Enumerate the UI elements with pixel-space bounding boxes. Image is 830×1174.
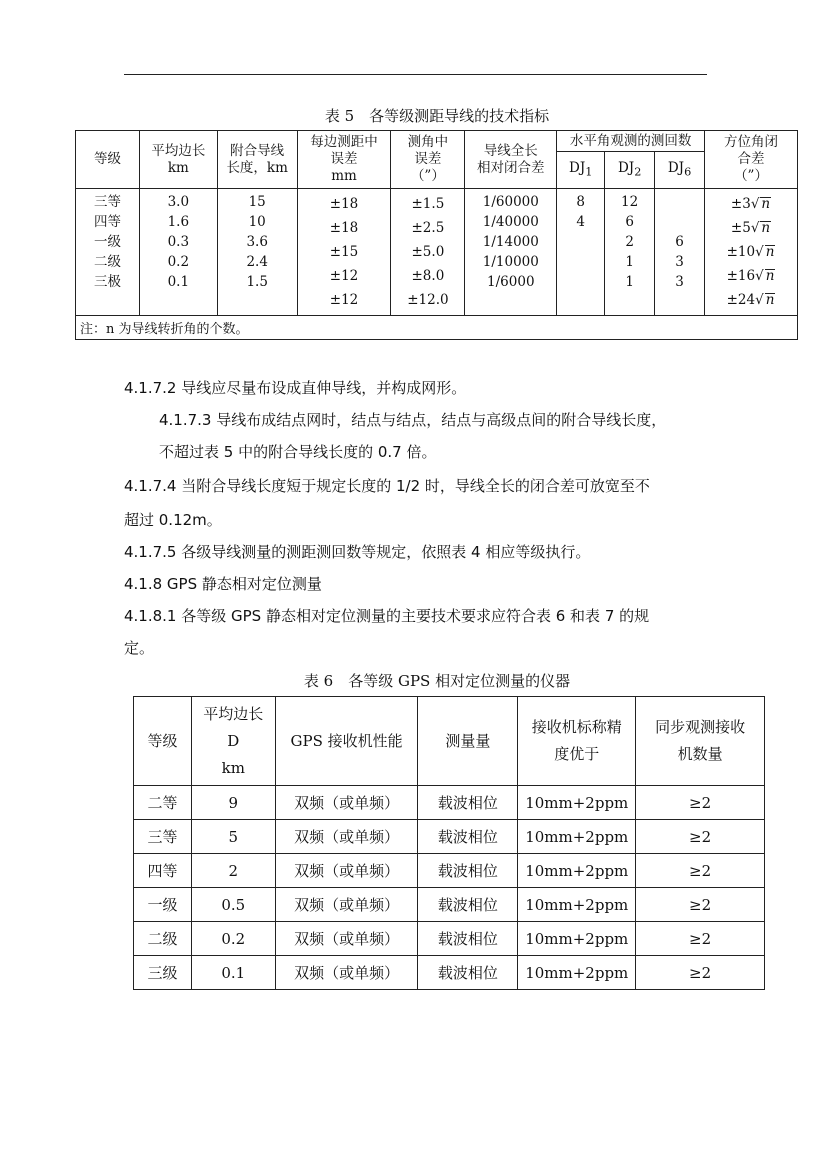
- para-4-1-7-4: 4.1.7.4 当附合导线长度短于规定长度的 1/2 时，导线全长的闭合差可放宽至不: [124, 477, 650, 495]
- t5-h-de-1: 每边测距中: [310, 134, 378, 150]
- t6-cell-side: 0.1: [191, 956, 275, 990]
- cell: 15: [248, 194, 266, 210]
- t5-col-avg-side: [139, 189, 217, 316]
- t6-cell-accuracy: 10mm+2ppm: [518, 922, 636, 956]
- sqrt-var: n: [765, 268, 775, 284]
- t5-header-grade: [76, 131, 140, 189]
- t6-cell-grade: 一级: [134, 888, 192, 922]
- t6-cell-sync: ≥2: [636, 956, 765, 990]
- cell: 一级: [93, 234, 121, 250]
- t5-h-att-2: 长度，km: [226, 159, 288, 176]
- t5-h-cl-1: 导线全长: [483, 142, 538, 159]
- cell: 四等: [93, 214, 121, 230]
- t6-cell-quantity: 载波相位: [418, 786, 518, 820]
- table5-caption: 表 5 各等级测距导线的技术指标: [324, 107, 550, 125]
- t5-header-dj1: [557, 152, 605, 189]
- t5-header-rounds: [557, 131, 705, 152]
- t6-cell-grade: 二级: [134, 922, 192, 956]
- cell: 3: [675, 274, 684, 290]
- t5-h-ae-1: 测角中: [407, 134, 449, 150]
- cell: ±12.0: [407, 292, 449, 308]
- t6-cell-side: 5: [191, 820, 275, 854]
- t6-h-grade-text: 等级: [147, 731, 178, 750]
- t5-col-attached: [217, 189, 297, 316]
- cell: 10: [248, 214, 266, 230]
- t5-header-avg-side: [139, 131, 217, 189]
- cell: 0.3: [167, 234, 190, 250]
- t6-header-sync: [636, 697, 765, 786]
- t6-cell-side: 9: [191, 786, 275, 820]
- cell: 1.5: [246, 274, 268, 290]
- t6-h-sync-2: 机数量: [677, 745, 723, 763]
- cell: 1: [625, 274, 634, 290]
- t6-cell-accuracy: 10mm+2ppm: [518, 854, 636, 888]
- t5-h-rounds-text: 水平角观测的测回数: [569, 132, 692, 149]
- t6-h-receiver-text: GPS 接收机性能: [290, 731, 403, 750]
- t5-h-dj2-sub: 2: [634, 165, 642, 179]
- t6-header-receiver: [275, 697, 418, 786]
- heading-4-1-8: 4.1.8 GPS 静态相对定位测量: [124, 575, 322, 593]
- coef: ±5: [730, 220, 751, 236]
- table-row: [134, 922, 765, 956]
- sqrt-sign: √: [750, 196, 760, 212]
- cell: 1/14000: [482, 234, 539, 250]
- t5-col-dist-err: [297, 189, 391, 316]
- t6-cell-receiver: 双频（或单频）: [275, 922, 418, 956]
- coef: ±3: [730, 196, 751, 212]
- t6-cell-grade: 三级: [134, 956, 192, 990]
- azimuth-cell: [705, 192, 797, 216]
- cell: 1.6: [167, 214, 190, 230]
- cell: 4: [576, 214, 586, 230]
- table-row: [134, 854, 765, 888]
- table5: [75, 130, 798, 340]
- cell: 2: [625, 234, 634, 250]
- sqrt-sign: √: [755, 268, 764, 284]
- sqrt-var: n: [765, 244, 775, 260]
- t5-h-de-3: mm: [331, 168, 357, 184]
- para-4-1-7-5: 4.1.7.5 各级导线测量的测距测回数等规定，依照表 4 相应等级执行。: [124, 543, 591, 561]
- cell: ±1.5: [411, 196, 445, 212]
- t6-cell-receiver: 双频（或单频）: [275, 820, 418, 854]
- t5-header-dist-err: [297, 131, 391, 189]
- cell: 12: [621, 194, 639, 210]
- t6-h-avg-2: D: [227, 731, 240, 750]
- t5-header-azimuth: [705, 131, 798, 189]
- t5-header-closure: [465, 131, 557, 189]
- t5-col-grade: [76, 189, 140, 316]
- t6-header-grade: [134, 697, 192, 786]
- azimuth-cell: [705, 240, 797, 264]
- cell: 1/6000: [487, 274, 535, 290]
- t6-cell-receiver: 双频（或单频）: [275, 888, 418, 922]
- t5-col-closure: [465, 189, 557, 316]
- table-row: [134, 888, 765, 922]
- t6-header-avg-side: [191, 697, 275, 786]
- t5-h-dj2-base: DJ: [617, 159, 635, 176]
- table6: [133, 696, 765, 990]
- cell: ±15: [329, 244, 359, 260]
- cell: 8: [576, 194, 586, 210]
- para-4-1-8-1: 4.1.8.1 各等级 GPS 静态相对定位测量的主要技术要求应符合表 6 和表 7 的规: [124, 607, 650, 625]
- cell: ±18: [329, 196, 359, 212]
- t6-cell-accuracy: 10mm+2ppm: [518, 820, 636, 854]
- cell: ±8.0: [411, 268, 445, 284]
- t5-header-dj2: [605, 152, 655, 189]
- t5-h-dj1-base: DJ: [569, 159, 586, 176]
- cell: 0.2: [167, 254, 190, 270]
- t5-h-att-1: 附合导线: [230, 142, 285, 159]
- t6-header-accuracy: [518, 697, 636, 786]
- sqrt-sign: √: [755, 292, 764, 308]
- para-4-1-7-3: 4.1.7.3 导线布成结点网时，结点与结点，结点与高级点间的附合导线长度，: [159, 411, 667, 429]
- t6-cell-sync: ≥2: [636, 854, 765, 888]
- t5-h-dj6-sub: 6: [684, 165, 692, 179]
- table-row: [134, 956, 765, 990]
- t6-cell-grade: 三等: [134, 820, 192, 854]
- cell: ±5.0: [411, 244, 445, 260]
- t6-h-sync-1: 同步观测接收: [655, 718, 746, 736]
- t5-h-cl-2: 相对闭合差: [477, 159, 545, 176]
- para-4-1-8-1-cont: 定。: [124, 639, 155, 657]
- t6-cell-sync: ≥2: [636, 922, 765, 956]
- t5-col-dj1: [557, 189, 605, 316]
- coef: ±24: [726, 292, 756, 308]
- t6-cell-side: 2: [191, 854, 275, 888]
- t6-cell-sync: ≥2: [636, 786, 765, 820]
- t5-col-ang-err: [391, 189, 465, 316]
- sqrt-sign: √: [750, 220, 760, 236]
- t5-col-azimuth: [705, 189, 798, 316]
- t5-header-ang-err: [391, 131, 465, 189]
- t6-cell-grade: 四等: [134, 854, 192, 888]
- azimuth-cell: [705, 264, 797, 288]
- t6-h-acc-1: 接收机标称精: [531, 718, 622, 736]
- cell: 0.1: [167, 274, 190, 290]
- t5-h-dj1-sub: 1: [585, 165, 593, 179]
- sqrt-var: n: [765, 292, 775, 308]
- t5-note: 注：n 为导线转折角的个数。: [76, 316, 798, 340]
- t6-h-avg-1: 平均边长: [203, 704, 264, 723]
- t5-h-az-1: 方位角闭: [724, 134, 779, 150]
- t6-h-avg-3: km: [221, 758, 245, 777]
- cell: 三等: [93, 194, 121, 210]
- cell: 2.4: [246, 254, 268, 270]
- header-rule: [124, 74, 707, 75]
- sqrt-var: n: [761, 196, 771, 212]
- table6-caption: 表 6 各等级 GPS 相对定位测量的仪器: [303, 672, 571, 690]
- cell: 1/60000: [482, 194, 539, 210]
- t6-cell-accuracy: 10mm+2ppm: [518, 956, 636, 990]
- t5-h-az-2: 合差: [737, 151, 765, 167]
- t6-h-acc-2: 度优于: [554, 745, 600, 763]
- t6-cell-receiver: 双频（或单频）: [275, 786, 418, 820]
- t6-cell-quantity: 载波相位: [418, 922, 518, 956]
- cell: 1/10000: [482, 254, 539, 270]
- t5-header-grade-text: 等级: [93, 151, 121, 167]
- table-row: [134, 820, 765, 854]
- t5-h-ae-2: 误差: [414, 151, 442, 167]
- t6-cell-quantity: 载波相位: [418, 956, 518, 990]
- cell: ±18: [329, 220, 359, 236]
- cell: 三极: [93, 274, 121, 290]
- t6-cell-side: 0.5: [191, 888, 275, 922]
- t6-header-quantity: [418, 697, 518, 786]
- cell: ±12: [329, 292, 359, 308]
- azimuth-cell: [705, 288, 797, 312]
- para-4-1-7-4-cont: 超过 0.12m。: [124, 511, 222, 529]
- cell: ±2.5: [411, 220, 445, 236]
- coef: ±10: [726, 244, 756, 260]
- t6-cell-receiver: 双频（或单频）: [275, 956, 418, 990]
- cell: 3.0: [167, 194, 190, 210]
- t6-cell-grade: 二等: [134, 786, 192, 820]
- cell: 3: [675, 254, 684, 270]
- cell: ±12: [329, 268, 359, 284]
- cell: 3.6: [246, 234, 268, 250]
- azimuth-cell: [705, 216, 797, 240]
- t5-h-dj6-base: DJ: [667, 159, 685, 176]
- sqrt-sign: √: [755, 244, 764, 260]
- t5-h-ae-3: （”）: [410, 168, 445, 184]
- t6-h-quantity-text: 测量量: [445, 731, 491, 750]
- t6-cell-quantity: 载波相位: [418, 888, 518, 922]
- t6-cell-accuracy: 10mm+2ppm: [518, 786, 636, 820]
- t6-cell-quantity: 载波相位: [418, 820, 518, 854]
- t5-col-dj2: [605, 189, 655, 316]
- t5-header-dj6: [655, 152, 705, 189]
- cell: 6: [625, 214, 634, 230]
- t5-h-avg-1: 平均边长: [151, 142, 206, 159]
- coef: ±16: [726, 268, 756, 284]
- cell: 二级: [93, 254, 121, 270]
- t6-cell-quantity: 载波相位: [418, 854, 518, 888]
- table-row: [134, 786, 765, 820]
- t5-h-avg-2: km: [167, 159, 189, 176]
- cell: 6: [675, 234, 684, 250]
- t5-h-az-3: （”）: [734, 168, 768, 184]
- t6-cell-side: 0.2: [191, 922, 275, 956]
- t5-header-attached: [217, 131, 297, 189]
- t6-cell-sync: ≥2: [636, 888, 765, 922]
- sqrt-var: n: [761, 220, 771, 236]
- t5-h-de-2: 误差: [330, 151, 358, 167]
- cell: 1/40000: [482, 214, 539, 230]
- cell: 1: [625, 254, 634, 270]
- para-4-1-7-2: 4.1.7.2 导线应尽量布设成直伸导线，并构成网形。: [124, 379, 467, 397]
- t6-cell-accuracy: 10mm+2ppm: [518, 888, 636, 922]
- para-4-1-7-3-cont: 不超过表 5 中的附合导线长度的 0.7 倍。: [159, 443, 437, 461]
- t6-cell-receiver: 双频（或单频）: [275, 854, 418, 888]
- t5-col-dj6: [655, 189, 705, 316]
- t6-cell-sync: ≥2: [636, 820, 765, 854]
